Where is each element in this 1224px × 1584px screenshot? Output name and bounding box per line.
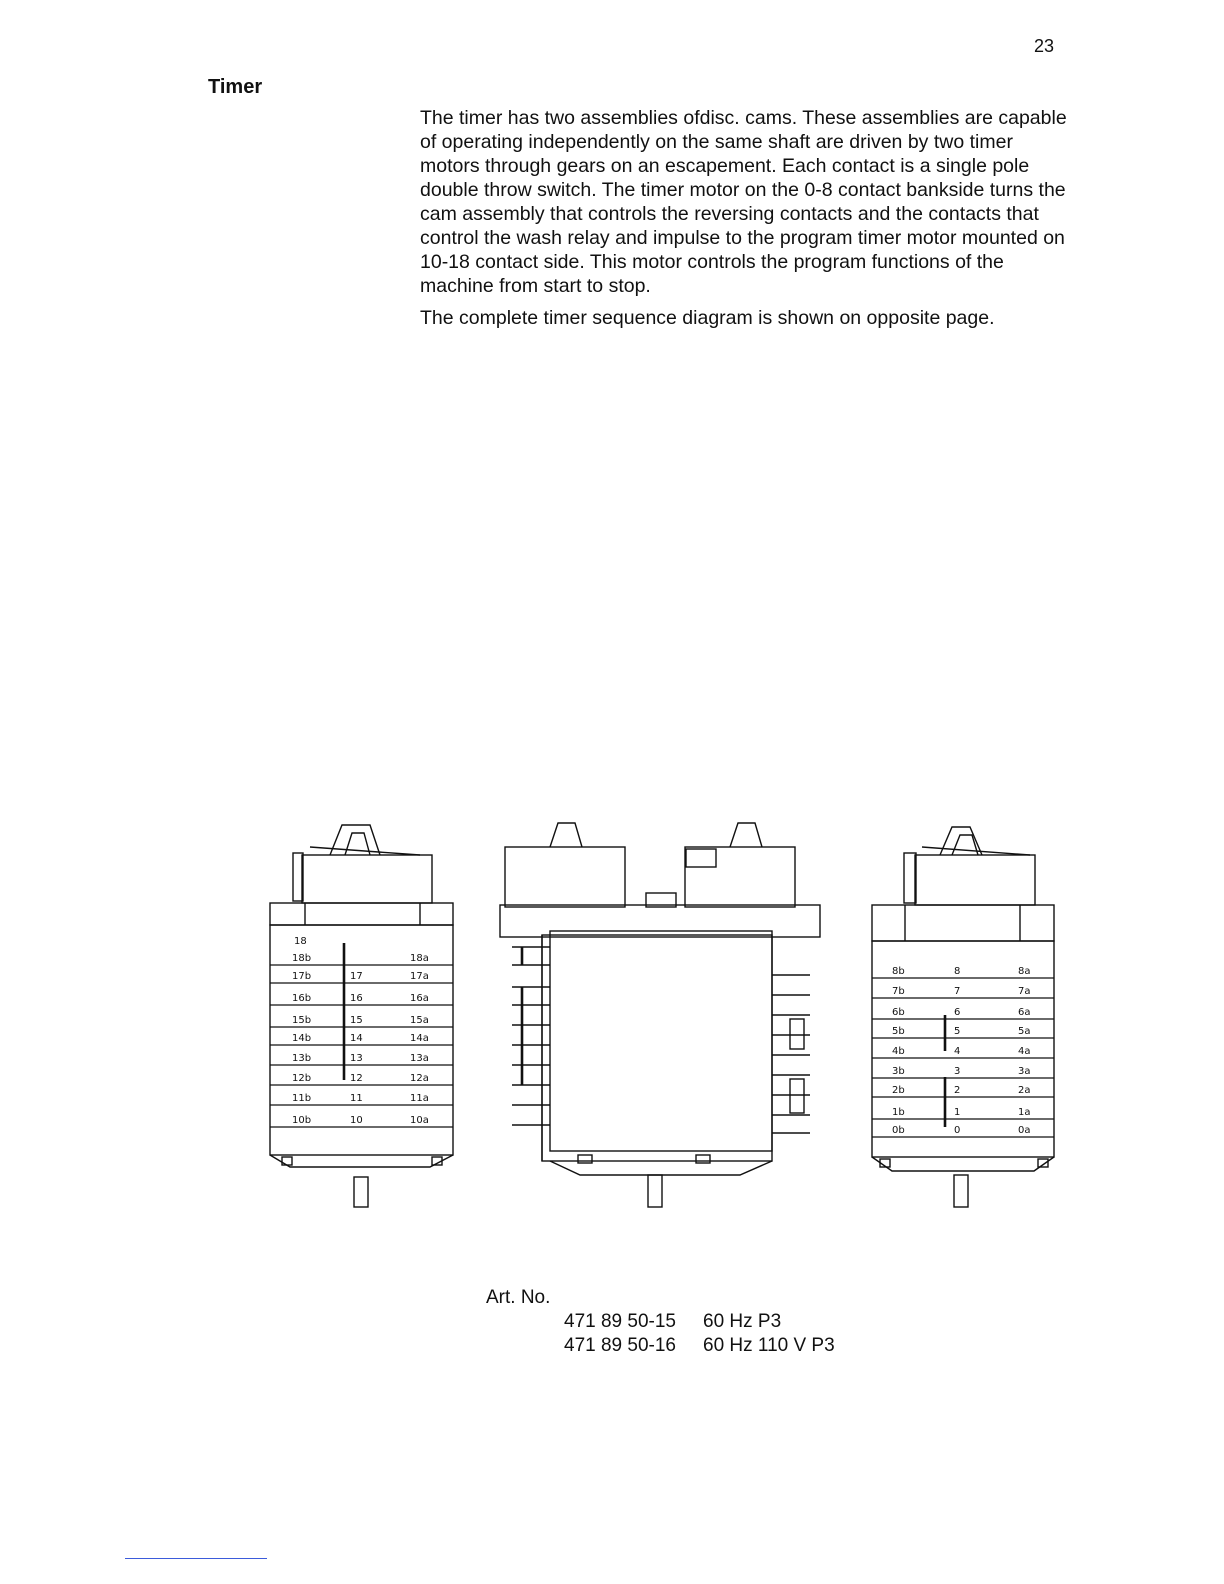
contact-a-label: 15a [410, 1015, 429, 1026]
art-no-label: Art. No. [486, 1287, 551, 1308]
contact-a-label: 2a [1018, 1085, 1031, 1096]
contact-common-label: 5 [954, 1026, 961, 1037]
contact-common-label: 14 [350, 1033, 363, 1044]
art-number: 471 89 50-16 [564, 1335, 676, 1356]
contact-b-label: 6b [892, 1007, 905, 1018]
contact-common-label: 12 [350, 1073, 363, 1084]
paragraph-description: The timer has two assemblies ofdisc. cams. These assemblies are capable of operating independently on the same shaft are driven by two timer motors through gears on an escapement. Each contact is a single pole double throw switch. The timer motor on the 0-8 contact bankside turns the cam assembly that controls the reversing contacts and the contacts that control the wash relay and impulse to the program timer motor mounted on 10-18 contact side. This motor controls the program functions of the machine from start to stop. [420, 107, 1067, 297]
left-bank-labels [270, 936, 453, 1127]
right-bank-row [872, 1007, 1054, 1019]
left-bank-top-label: 18 [294, 936, 307, 947]
contact-b-label: 1b [892, 1107, 905, 1118]
contact-b-label: 7b [892, 986, 905, 997]
timer-figure [260, 815, 1060, 1215]
right-bank-row [872, 1026, 1054, 1038]
contact-b-label: 11b [292, 1093, 312, 1104]
middle-right-terminals [772, 975, 810, 1133]
contact-a-label: 14a [410, 1033, 429, 1044]
art-description: 60 Hz P3 [703, 1311, 782, 1332]
contact-b-label: 3b [892, 1066, 905, 1077]
contact-a-label: 4a [1018, 1046, 1031, 1057]
contact-common-label: 10 [350, 1115, 363, 1126]
left-bank-row [270, 971, 453, 983]
contact-b-label: 5b [892, 1026, 905, 1037]
right-bank-row [872, 1107, 1054, 1119]
right-bank-row [872, 1046, 1054, 1058]
contact-b-label: 17b [292, 971, 312, 982]
art-no-list [564, 1310, 835, 1358]
contact-b-label: 2b [892, 1085, 905, 1096]
middle-view [500, 823, 820, 1207]
left-bank-row [270, 953, 453, 965]
right-bank-row [872, 1066, 1054, 1078]
contact-b-label: 0b [892, 1125, 905, 1136]
contact-a-label: 0a [1018, 1125, 1031, 1136]
art-number: 471 89 50-15 [564, 1311, 676, 1332]
page-number: 23 [1034, 36, 1055, 56]
contact-a-label: 13a [410, 1053, 429, 1064]
contact-common-label: 17 [350, 971, 363, 982]
contact-b-label: 4b [892, 1046, 905, 1057]
art-no-row [564, 1310, 835, 1334]
left-bank-row [270, 1053, 453, 1065]
right-bank-row [872, 986, 1054, 998]
contact-a-label: 17a [410, 971, 429, 982]
contact-common-label: 6 [954, 1007, 961, 1018]
contact-common-label: 11 [350, 1093, 363, 1104]
body-text [420, 106, 1070, 338]
art-description: 60 Hz 110 V P3 [703, 1335, 835, 1356]
middle-left-terminals [512, 947, 550, 1125]
contact-common-label: 2 [954, 1085, 961, 1096]
contact-common-label: 0 [954, 1125, 961, 1136]
contact-b-label: 16b [292, 993, 312, 1004]
footer-rule [125, 1558, 267, 1559]
left-bank-row [270, 1073, 453, 1085]
contact-a-label: 5a [1018, 1026, 1031, 1037]
contact-common-label: 4 [954, 1046, 961, 1057]
contact-a-label: 6a [1018, 1007, 1031, 1018]
section-heading: Timer [208, 76, 263, 98]
left-bank-row [270, 1115, 453, 1127]
contact-b-label: 15b [292, 1015, 312, 1026]
contact-common-label: 13 [350, 1053, 363, 1064]
contact-common-label: 3 [954, 1066, 961, 1077]
contact-common-label: 16 [350, 993, 363, 1004]
left-bank-row [270, 1093, 453, 1105]
contact-common-label: 1 [954, 1107, 961, 1118]
contact-a-label: 18a [410, 953, 429, 964]
contact-b-label: 18b [292, 953, 312, 964]
contact-b-label: 8b [892, 966, 905, 977]
right-bank-labels [872, 966, 1054, 1137]
art-no-row [564, 1334, 835, 1358]
right-bank-row [872, 1125, 1054, 1137]
timer-drawing [260, 815, 1060, 1215]
contact-a-label: 11a [410, 1093, 429, 1104]
contact-a-label: 8a [1018, 966, 1031, 977]
contact-b-label: 10b [292, 1115, 312, 1126]
paragraph-reference: The complete timer sequence diagram is shown on opposite page. [420, 307, 995, 329]
contact-a-label: 10a [410, 1115, 429, 1126]
left-bank-row [270, 993, 453, 1005]
left-bank-row [270, 1033, 453, 1045]
contact-a-label: 1a [1018, 1107, 1031, 1118]
contact-a-label: 3a [1018, 1066, 1031, 1077]
contact-common-label: 7 [954, 986, 961, 997]
contact-a-label: 16a [410, 993, 429, 1004]
right-bank-row [872, 966, 1054, 978]
left-bank-row [270, 1015, 453, 1027]
contact-common-label: 8 [954, 966, 961, 977]
contact-a-label: 7a [1018, 986, 1031, 997]
contact-b-label: 13b [292, 1053, 312, 1064]
contact-b-label: 12b [292, 1073, 312, 1084]
contact-b-label: 14b [292, 1033, 312, 1044]
contact-common-label: 15 [350, 1015, 363, 1026]
contact-a-label: 12a [410, 1073, 429, 1084]
right-bank-row [872, 1085, 1054, 1097]
